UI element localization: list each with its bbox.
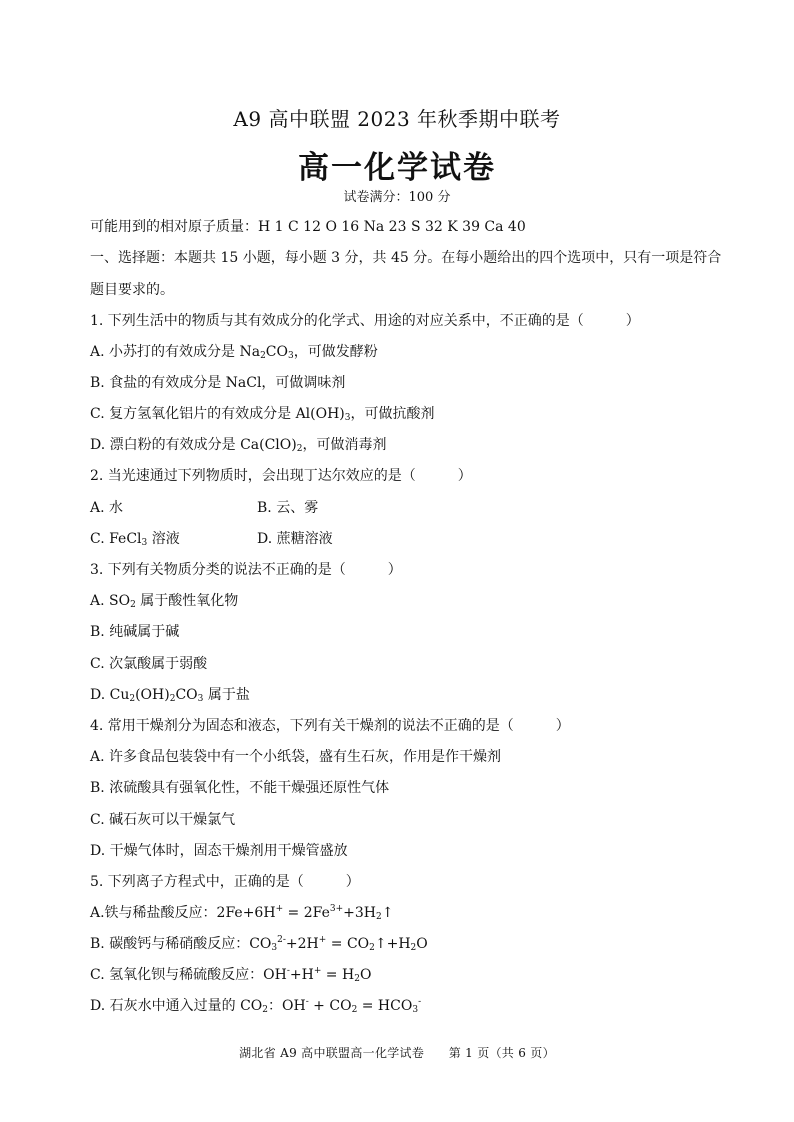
q5-option-a: A.铁与稀盐酸反应：$2Fe+6H^+ = 2Fe^{3+}+3H_2↑$: [90, 904, 394, 922]
q2-options-row2: [90, 530, 590, 548]
q1-stem: 1. 下列生活中的物质与其有效成分的化学式、用途的对应关系中，不正确的是（ ）: [90, 313, 640, 329]
q2-option-d: D. 蔗糖溶液: [257, 531, 333, 547]
exam-full-score: 试卷满分：100 分: [343, 190, 451, 205]
q5-option-b: B. 碳酸钙与稀硝酸反应：$CO_3^{2-}+2H^+$ = $CO_2↑+H_2O$: [90, 935, 428, 953]
q1-option-b: B. 食盐的有效成分是 NaCl，可做调味剂: [90, 375, 346, 391]
q4-option-d: D. 干燥气体时，固态干燥剂用干燥管盛放: [90, 843, 348, 859]
exam-subject-title: 高一化学试卷: [298, 150, 496, 186]
q5-option-c: C. 氢氧化钡与稀硫酸反应：$OH^-+H^+ = H_2O$: [90, 966, 372, 984]
q3-option-b: B. 纯碱属于碱: [90, 624, 180, 640]
q2-stem: 2. 当光速通过下列物质时，会出现丁达尔效应的是（ ）: [90, 468, 472, 484]
page-footer: 湖北省 A9 高中联盟高一化学试卷 第 1 页（共 6 页）: [239, 1046, 555, 1060]
q1-option-a: A. 小苏打的有效成分是 $Na_2CO_3$，可做发酵粉: [90, 344, 378, 361]
q2-option-c: C. FeCl$_3$ 溶液: [90, 531, 180, 548]
q1-option-c: C. 复方氢氧化铝片的有效成分是 $Al(OH)_3$，可做抗酸剂: [90, 406, 435, 423]
q4-option-a: A. 许多食品包装袋中有一个小纸袋，盛有生石灰，作用是作干燥剂: [90, 749, 502, 765]
q4-stem: 4. 常用干燥剂分为固态和液态，下列有关干燥剂的说法不正确的是（ ）: [90, 718, 570, 734]
exam-title: A9 高中联盟 2023 年秋季期中联考: [233, 107, 561, 131]
section-intro-line1: 一、选择题：本题共 15 小题，每小题 3 分，共 45 分。在每小题给出的四个选项中，只有一项是符合: [90, 250, 722, 266]
q3-stem: 3. 下列有关物质分类的说法不正确的是（ ）: [90, 562, 402, 578]
q2-options-row1: [90, 499, 590, 517]
q5-stem: 5. 下列离子方程式中，正确的是（ ）: [90, 874, 360, 890]
q3-option-a: A. $SO_2$ 属于酸性氧化物: [90, 593, 239, 610]
section-intro-line2: 题目要求的。: [90, 282, 174, 298]
q5-option-d: D. 石灰水中通入过量的 $CO_2$：$OH^- + CO_2 = HCO_3^-$: [90, 997, 422, 1015]
q1-option-d: D. 漂白粉的有效成分是 $Ca(ClO)_2$，可做消毒剂: [90, 437, 387, 454]
q4-option-c: C. 碱石灰可以干燥氯气: [90, 812, 236, 828]
q2-option-b: B. 云、雾: [257, 500, 319, 516]
q2-option-a: A. 水: [90, 500, 124, 516]
q3-option-d: D. $Cu_2(OH)_2CO_3$ 属于盐: [90, 687, 250, 704]
q3-option-c: C. 次氯酸属于弱酸: [90, 656, 208, 672]
atomic-masses: 可能用到的相对原子质量：H 1 C 12 O 16 Na 23 S 32 K 39 Ca 40: [90, 219, 526, 235]
q4-option-b: B. 浓硫酸具有强氧化性，不能干燥强还原性气体: [90, 780, 390, 796]
